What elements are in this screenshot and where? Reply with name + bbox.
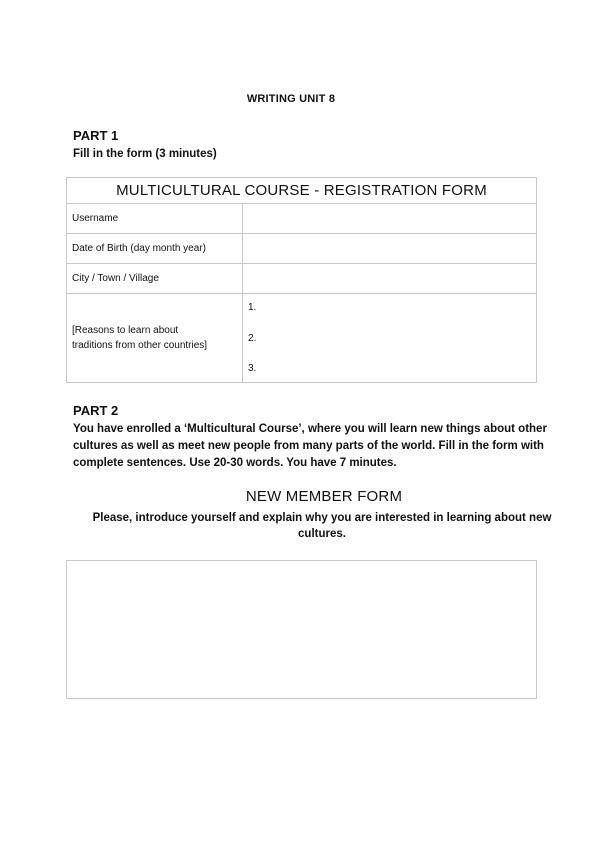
- registration-form-title: MULTICULTURAL COURSE - REGISTRATION FORM: [67, 178, 537, 204]
- reasons-label-line1: [Reasons to learn about: [72, 325, 179, 336]
- reason-number-2: 2.: [248, 332, 257, 344]
- form-row-city: [67, 264, 537, 294]
- reasons-label: [67, 294, 243, 383]
- reason-number-1: 1.: [248, 302, 257, 313]
- part1-instruction: Fill in the form (3 minutes): [73, 148, 217, 160]
- city-field[interactable]: [243, 264, 537, 294]
- part2-instructions: You have enrolled a ‘Multicultural Course’, where you will learn new things about other cultures as well as meet new people from many parts of the world. Fill in the form with complete sentences. Use 20-30 words. You have 7 minutes.: [73, 423, 547, 469]
- reasons-field[interactable]: [243, 294, 537, 383]
- new-member-form-title: NEW MEMBER FORM: [245, 488, 403, 505]
- registration-form-table: [66, 177, 537, 383]
- city-label: City / Town / Village: [67, 264, 243, 294]
- part1-heading: PART 1: [73, 128, 119, 143]
- form-row-reasons: [67, 294, 537, 383]
- page-title: WRITING UNIT 8: [246, 93, 336, 105]
- form-row-username: [67, 204, 537, 234]
- new-member-form-instruction: Please, introduce yourself and explain why you are interested in learning about new cultures.: [92, 512, 552, 540]
- date-of-birth-field[interactable]: [243, 234, 537, 264]
- username-label: Username: [67, 204, 243, 234]
- part2-heading: PART 2: [73, 403, 119, 418]
- reasons-label-line2: traditions from other countries]: [72, 340, 208, 351]
- username-field[interactable]: [243, 204, 537, 234]
- form-row-date-of-birth: [67, 234, 537, 264]
- reason-number-3: 3.: [248, 363, 257, 374]
- new-member-answer-box[interactable]: [66, 560, 537, 699]
- date-of-birth-label: Date of Birth (day month year): [67, 234, 243, 264]
